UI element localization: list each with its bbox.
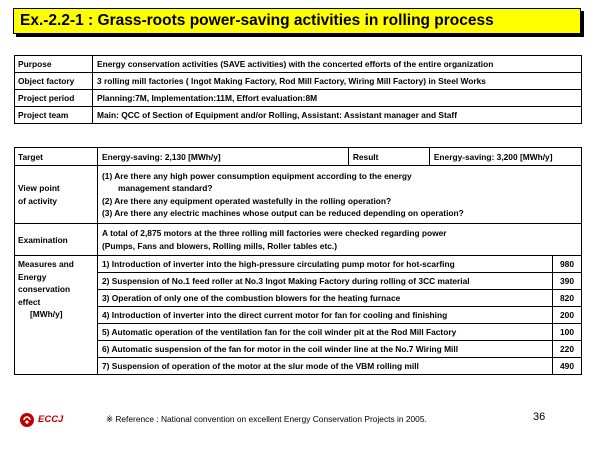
viewpoint-label-line-2: of activity [18, 195, 58, 206]
project-period-value: Planning:7M, Implementation:11M, Effort evaluation:8M [93, 90, 582, 107]
measure-text: 1) Introduction of inverter into the high-pressure circulating pump motor for hot-scarfing [98, 256, 553, 273]
overview-row-object-factory [15, 73, 582, 90]
measure-row [15, 307, 582, 324]
object-factory-label: Object factory [15, 73, 93, 90]
slide-title-box [13, 8, 581, 34]
measure-value: 390 [553, 273, 582, 290]
purpose-value: Energy conservation activities (SAVE activities) with the concerted efforts of the entire organization [93, 56, 582, 73]
viewpoint-item-2: (2) Are there any equipment operated wastefully in the rolling operation? [102, 195, 392, 206]
measure-row [15, 341, 582, 358]
measure-row [15, 273, 582, 290]
examination-row [15, 224, 582, 256]
viewpoint-item-1-cont: management standard? [118, 183, 213, 193]
measure-row [15, 358, 582, 375]
slide-title: Ex.-2.2-1 : Grass-roots power-saving activities in rolling process [20, 12, 494, 29]
examination-line-2: (Pumps, Fans and blowers, Rolling mills, Roller tables etc.) [102, 240, 338, 251]
logo-text: ECCJ [38, 414, 64, 425]
measure-value: 200 [553, 307, 582, 324]
viewpoint-item-3: (3) Are there any electric machines whose output can be reduced depending on operation? [102, 208, 464, 218]
viewpoint-item-1: (1) Are there any high power consumption equipment according to the energy [102, 170, 412, 181]
measure-text: 7) Suspension of operation of the motor at the slur mode of the VBM rolling mill [98, 358, 553, 375]
viewpoint-row [15, 166, 582, 224]
reference-note: ※ Reference : National convention on excellent Energy Conservation Projects in 2005. [106, 414, 427, 424]
measure-value: 490 [553, 358, 582, 375]
target-label: Target [15, 148, 98, 166]
measure-value: 820 [553, 290, 582, 307]
examination-line-1: A total of 2,875 motors at the three rolling mill factories were checked regarding power [102, 228, 447, 238]
measure-text: 4) Introduction of inverter into the direct current motor for fan for cooling and finishing [98, 307, 553, 324]
project-period-label: Project period [15, 90, 93, 107]
project-team-value: Main: QCC of Section of Equipment and/or Rolling, Assistant: Assistant manager and Staff [93, 107, 582, 124]
measure-value: 980 [553, 256, 582, 273]
viewpoint-items [98, 166, 582, 224]
measure-text: 5) Automatic operation of the ventilation fan for the coil winder pit at the Rod Mill Factory [98, 324, 553, 341]
measures-label-line-3: conservation [18, 284, 71, 294]
measure-value: 220 [553, 341, 582, 358]
measure-text: 6) Automatic suspension of the fan for motor in the coil winder line at the No.7 Wiring Mill [98, 341, 553, 358]
measure-text: 3) Operation of only one of the combustion blowers for the heating furnace [98, 290, 553, 307]
measure-row [15, 290, 582, 307]
purpose-label: Purpose [15, 56, 93, 73]
measures-label-line-4: effect [18, 296, 41, 307]
overview-row-purpose [15, 56, 582, 73]
overview-row-project-team [15, 107, 582, 124]
details-table [14, 147, 582, 375]
measures-label [15, 256, 98, 375]
result-label: Result [348, 148, 429, 166]
project-team-label: Project team [15, 107, 93, 124]
measure-text: 2) Suspension of No.1 feed roller at No.3 Ingot Making Factory during rolling of 3CC material [98, 273, 553, 290]
measure-row [15, 256, 582, 273]
measures-unit: [MWh/y] [30, 309, 63, 319]
examination-text [98, 224, 582, 256]
overview-table [14, 55, 582, 124]
target-value: Energy-saving: 2,130 [MWh/y] [98, 148, 349, 166]
target-row [15, 148, 582, 166]
measures-label-line-1: Measures and [18, 259, 74, 269]
measure-value: 100 [553, 324, 582, 341]
viewpoint-label [15, 166, 98, 224]
measure-row [15, 324, 582, 341]
eccj-logo-icon [19, 412, 35, 428]
object-factory-value: 3 rolling mill factories ( Ingot Making Factory, Rod Mill Factory, Wiring Mill Factory) in Steel Works [93, 73, 582, 90]
measures-label-line-2: Energy [18, 271, 47, 282]
page-number: 36 [533, 411, 546, 423]
viewpoint-label-line-1: View point [18, 183, 60, 193]
examination-label: Examination [15, 224, 98, 256]
result-value: Energy-saving: 3,200 [MWh/y] [429, 148, 581, 166]
overview-row-project-period [15, 90, 582, 107]
